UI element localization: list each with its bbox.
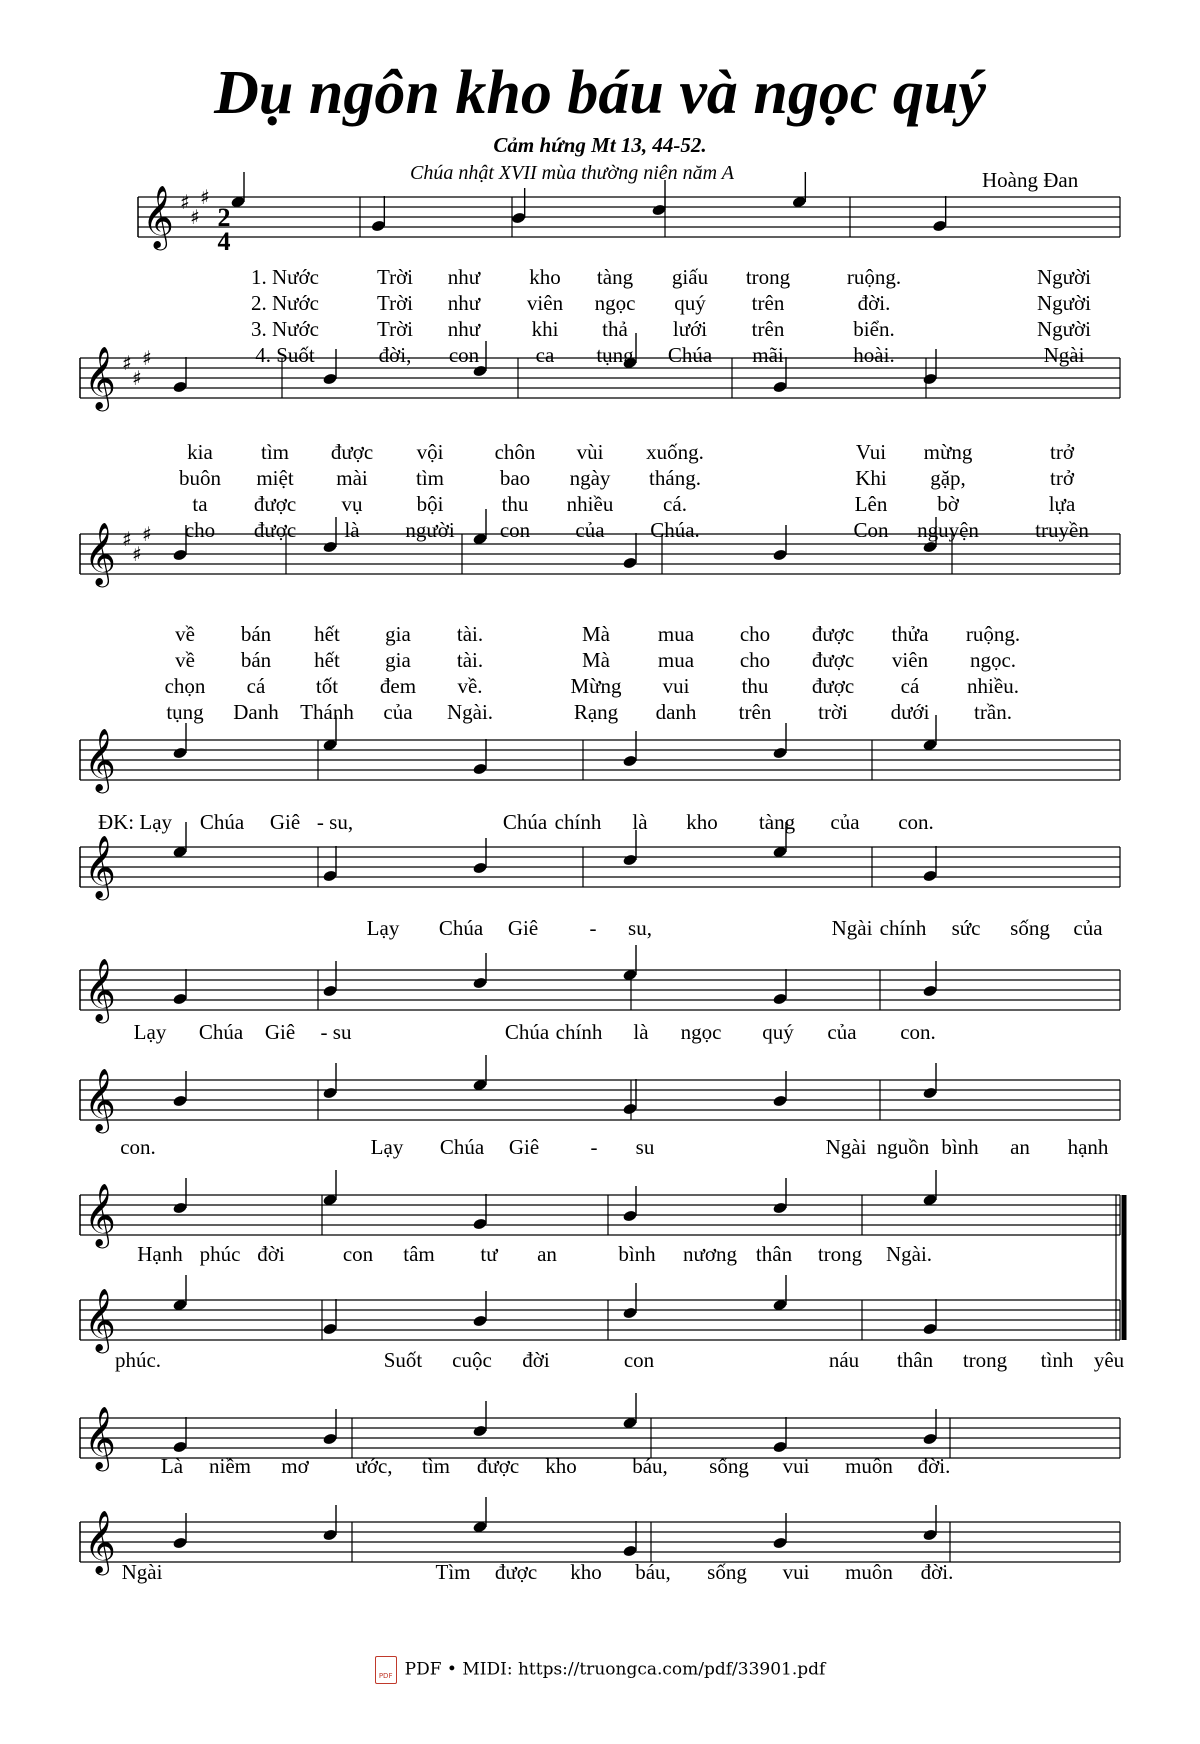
lyric-syllable: của xyxy=(1073,916,1103,940)
lyric-syllable: lựa xyxy=(1048,492,1076,516)
treble-clef-icon: 𝄞 xyxy=(84,958,116,1021)
lyric-syllable: 3. Nước xyxy=(251,317,319,341)
lyric-syllable: con xyxy=(342,1242,374,1266)
lyric-syllable: xuống. xyxy=(646,440,704,464)
lyric-syllable: tháng. xyxy=(649,466,701,490)
lyric-syllable: náu xyxy=(828,1348,860,1372)
lyric-syllable: chọn xyxy=(164,674,206,698)
lyric-syllable: phúc xyxy=(199,1242,241,1266)
lyric-syllable: ngọc xyxy=(680,1020,722,1044)
lyric-syllable: muôn xyxy=(845,1560,893,1584)
lyric-syllable: như xyxy=(447,291,481,315)
lyric-syllable: niềm xyxy=(209,1454,251,1478)
lyric-syllable: Người xyxy=(1037,317,1091,341)
lyric-syllable: tàng xyxy=(596,265,634,289)
lyric-syllable: su xyxy=(635,1135,655,1159)
lyric-syllable: cá. xyxy=(663,492,687,516)
lyric-syllable: được xyxy=(253,492,297,516)
lyric-syllable: chôn xyxy=(494,440,536,464)
treble-clef-icon: 𝄞 xyxy=(84,1510,116,1573)
song-subtitle: Cảm hứng Mt 13, 44-52. xyxy=(493,133,707,157)
lyric-syllable: danh xyxy=(655,700,697,724)
lyric-syllable: ngọc xyxy=(594,291,636,315)
lyric-syllable: ĐK: Lạy xyxy=(97,810,173,834)
lyric-syllable: khi xyxy=(531,317,559,341)
lyric-syllable: viên xyxy=(891,648,929,672)
time-signature-bottom: 4 xyxy=(217,227,231,256)
lyric-syllable: đời. xyxy=(917,1454,951,1478)
lyric-syllable: tình xyxy=(1040,1348,1074,1372)
lyric-syllable: miệt xyxy=(256,466,294,490)
lyric-syllable: Mà xyxy=(582,648,610,672)
lyric-syllable: chính xyxy=(879,916,927,940)
lyric-syllable: Trời xyxy=(376,317,414,341)
lyric-syllable: Tìm xyxy=(435,1560,471,1584)
lyric-syllable: trần. xyxy=(974,700,1012,724)
lyric-syllable: kho xyxy=(570,1560,602,1584)
lyric-syllable: Chúa xyxy=(502,810,548,834)
lyric-syllable: con. xyxy=(120,1135,156,1159)
lyric-syllable: ngày xyxy=(569,466,611,490)
lyric-syllable: con xyxy=(499,518,531,542)
lyric-syllable: đời. xyxy=(857,291,891,315)
lyric-syllable: Vui xyxy=(855,440,887,464)
lyric-syllable: Lạy xyxy=(133,1020,167,1044)
lyric-syllable: kia xyxy=(187,440,213,464)
lyric-syllable: cuộc xyxy=(452,1348,492,1372)
lyric-syllable: tụng xyxy=(166,700,204,724)
lyric-syllable: cho xyxy=(184,518,216,542)
lyric-syllable: Trời xyxy=(376,265,414,289)
lyric-syllable: Ngài xyxy=(825,1135,867,1159)
lyric-syllable: vui xyxy=(782,1560,810,1584)
lyric-syllable: 1. Nước xyxy=(251,265,319,289)
lyric-syllable: tốt xyxy=(315,674,339,698)
lyric-syllable: nhiều xyxy=(566,492,614,516)
lyric-syllable: - xyxy=(589,916,597,940)
lyric-syllable: Giê xyxy=(508,1135,540,1159)
lyric-syllable: vụ xyxy=(341,492,363,516)
lyric-syllable: - su xyxy=(320,1020,352,1044)
lyric-syllable: thả xyxy=(602,317,628,341)
lyric-syllable: yêu xyxy=(1093,1348,1125,1372)
lyric-syllable: trời xyxy=(818,700,848,724)
lyric-syllable: biển. xyxy=(853,317,895,341)
lyric-syllable: đời xyxy=(522,1348,550,1372)
lyric-syllable: của xyxy=(827,1020,857,1044)
lyric-syllable: Ngài. xyxy=(885,1242,933,1266)
sharp-icon: ♯ xyxy=(200,185,210,209)
lyric-syllable: ruộng. xyxy=(965,622,1021,646)
lyric-syllable: trong xyxy=(962,1348,1008,1372)
lyric-syllable: nguồn xyxy=(876,1135,930,1159)
lyric-syllable: viên xyxy=(526,291,564,315)
lyric-syllable: su, xyxy=(628,916,652,940)
lyric-syllable: trở xyxy=(1050,440,1074,464)
lyric-syllable: trên xyxy=(738,700,772,724)
lyric-syllable: hạnh xyxy=(1067,1135,1109,1159)
lyric-syllable: như xyxy=(447,317,481,341)
lyric-syllable: mừng xyxy=(923,440,973,464)
lyric-syllable: kho xyxy=(529,265,561,289)
sharp-icon: ♯ xyxy=(132,542,142,566)
lyric-syllable: Lạy xyxy=(366,916,400,940)
lyric-syllable: Danh xyxy=(233,700,279,724)
lyric-syllable: tài. xyxy=(456,622,484,646)
lyric-syllable: cho xyxy=(739,622,771,646)
lyric-syllable: gia xyxy=(385,648,411,672)
lyric-syllable: của xyxy=(383,700,413,724)
lyric-syllable: tìm xyxy=(260,440,290,464)
lyric-syllable: Chúa xyxy=(438,916,484,940)
lyric-syllable: cá xyxy=(900,674,920,698)
lyric-syllable: là xyxy=(632,810,648,834)
lyric-syllable: bán xyxy=(240,648,272,672)
lyric-syllable: mài xyxy=(336,466,368,490)
sharp-icon: ♯ xyxy=(122,527,132,551)
lyric-syllable: 2. Nước xyxy=(251,291,319,315)
lyric-syllable: vui xyxy=(662,674,690,698)
lyric-syllable: bán xyxy=(240,622,272,646)
lyric-syllable: mua xyxy=(657,622,695,646)
lyric-syllable: được xyxy=(330,440,374,464)
lyric-syllable: sức xyxy=(951,916,981,940)
lyric-syllable: sống xyxy=(707,1560,747,1584)
lyric-syllable: bờ xyxy=(937,492,959,516)
lyric-syllable: bao xyxy=(499,466,531,490)
lyric-syllable: hoài. xyxy=(853,343,895,367)
lyric-syllable: Chúa xyxy=(198,1020,244,1044)
lyric-syllable: thu xyxy=(741,674,769,698)
lyric-syllable: an xyxy=(1010,1135,1030,1159)
treble-clef-icon: 𝄞 xyxy=(84,728,116,791)
composer-name: Hoàng Đan xyxy=(982,168,1079,192)
lyric-syllable: bình xyxy=(941,1135,979,1159)
lyric-syllable: nhiều. xyxy=(967,674,1019,698)
lyric-syllable: kho xyxy=(545,1454,577,1478)
lyric-syllable: thửa xyxy=(891,622,929,646)
lyric-syllable: trong xyxy=(817,1242,863,1266)
lyric-syllable: tư xyxy=(480,1242,498,1266)
lyric-syllable: cá xyxy=(246,674,266,698)
lyric-syllable: Trời xyxy=(376,291,414,315)
lyric-syllable: như xyxy=(447,265,481,289)
lyric-syllable: đem xyxy=(379,674,417,698)
lyric-syllable: hết xyxy=(314,622,340,646)
lyric-syllable: Con xyxy=(853,518,889,542)
lyric-syllable: ta xyxy=(192,492,208,516)
lyric-syllable: mãi xyxy=(752,343,784,367)
pdf-icon: PDF xyxy=(375,1656,397,1684)
lyric-syllable: Là xyxy=(160,1454,184,1478)
lyric-syllable: Thánh xyxy=(300,700,354,724)
lyric-syllable: con xyxy=(448,343,480,367)
lyric-syllable: báu, xyxy=(632,1454,668,1478)
lyric-syllable: - xyxy=(590,1135,598,1159)
lyric-syllable: được xyxy=(494,1560,538,1584)
footer-text: PDF • MIDI: https://truongca.com/pdf/33901.pdf xyxy=(404,1659,826,1680)
lyric-syllable: tìm xyxy=(421,1454,451,1478)
lyric-syllable: vùi xyxy=(576,440,604,464)
lyric-syllable: Mà xyxy=(582,622,610,646)
lyric-syllable: dưới xyxy=(890,700,930,724)
lyric-syllable: thân xyxy=(755,1242,793,1266)
lyric-syllable: là xyxy=(633,1020,649,1044)
lyric-syllable: tìm xyxy=(415,466,445,490)
lyric-syllable: gia xyxy=(385,622,411,646)
lyric-syllable: Giê xyxy=(264,1020,296,1044)
lyric-syllable: trên xyxy=(751,317,785,341)
lyric-syllable: Giê xyxy=(269,810,301,834)
lyric-syllable: được xyxy=(811,622,855,646)
sharp-icon: ♯ xyxy=(142,522,152,546)
lyric-syllable: vui xyxy=(782,1454,810,1478)
lyric-syllable: 4. Suốt xyxy=(255,343,315,367)
lyric-syllable: ước, xyxy=(355,1454,393,1478)
sharp-icon: ♯ xyxy=(142,346,152,370)
song-title: Dụ ngôn kho báu và ngọc quý xyxy=(214,59,986,127)
lyric-syllable: ruộng. xyxy=(846,265,902,289)
lyric-syllable: chính xyxy=(554,810,602,834)
sharp-icon: ♯ xyxy=(122,351,132,375)
lyric-syllable: Chúa xyxy=(439,1135,485,1159)
treble-clef-icon: 𝄞 xyxy=(142,185,174,248)
lyric-syllable: cho xyxy=(739,648,771,672)
lyric-syllable: sống xyxy=(709,1454,749,1478)
lyric-syllable: Người xyxy=(1037,291,1091,315)
lyric-syllable: gặp, xyxy=(930,466,966,490)
lyric-syllable: hết xyxy=(314,648,340,672)
lyric-syllable: trở xyxy=(1050,466,1074,490)
lyric-syllable: được xyxy=(253,518,297,542)
lyric-syllable: Hạnh xyxy=(137,1242,183,1266)
lyric-syllable: quý xyxy=(762,1020,794,1044)
lyric-syllable: tài. xyxy=(456,648,484,672)
lyric-syllable: người xyxy=(405,518,455,542)
lyric-syllable: Suốt xyxy=(383,1348,423,1372)
treble-clef-icon: 𝄞 xyxy=(84,346,116,409)
sharp-icon: ♯ xyxy=(180,190,190,214)
lyric-syllable: đời. xyxy=(920,1560,954,1584)
lyric-syllable: thân xyxy=(896,1348,934,1372)
lyric-syllable: Rạng xyxy=(573,700,619,724)
lyric-syllable: được xyxy=(476,1454,520,1478)
lyric-syllable: Khi xyxy=(855,466,887,490)
lyric-syllable: con. xyxy=(900,1020,936,1044)
lyric-syllable: chính xyxy=(555,1020,603,1044)
lyric-syllable: ca xyxy=(535,343,555,367)
lyric-syllable: được xyxy=(811,648,855,672)
lyric-syllable: Chúa xyxy=(667,343,713,367)
song-occasion: Chúa nhật XVII mùa thường niên năm A xyxy=(410,162,734,184)
footer-link[interactable] xyxy=(0,1656,1200,1684)
treble-clef-icon: 𝄞 xyxy=(84,1406,116,1469)
lyric-syllable: buôn xyxy=(179,466,221,490)
treble-clef-icon: 𝄞 xyxy=(84,1183,116,1246)
lyric-syllable: Lên xyxy=(854,492,888,516)
lyric-syllable: Mừng xyxy=(570,674,622,698)
lyric-syllable: bình xyxy=(618,1242,656,1266)
lyric-syllable: sống xyxy=(1010,916,1050,940)
lyric-syllable: Chúa xyxy=(199,810,245,834)
lyric-syllable: Ngài xyxy=(831,916,873,940)
lyric-syllable: con. xyxy=(898,810,934,834)
lyric-syllable: - su, xyxy=(316,810,354,834)
lyric-syllable: báu, xyxy=(635,1560,671,1584)
lyric-syllable: bội xyxy=(416,492,444,516)
lyric-syllable: về xyxy=(175,648,195,672)
lyric-syllable: Ngài. xyxy=(446,700,494,724)
lyric-syllable: của xyxy=(575,518,605,542)
lyric-syllable: trên xyxy=(751,291,785,315)
lyric-syllable: tàng xyxy=(758,810,796,834)
lyric-syllable: Người xyxy=(1037,265,1091,289)
lyric-syllable: kho xyxy=(686,810,718,834)
lyric-syllable: nương xyxy=(683,1242,737,1266)
lyric-syllable: Ngài xyxy=(1043,343,1085,367)
lyric-syllable: mua xyxy=(657,648,695,672)
lyric-syllable: nguyện xyxy=(917,518,979,542)
lyric-syllable: muôn xyxy=(845,1454,893,1478)
lyric-syllable: được xyxy=(811,674,855,698)
treble-clef-icon: 𝄞 xyxy=(84,1288,116,1351)
lyric-syllable: về xyxy=(175,622,195,646)
lyric-syllable: Chúa xyxy=(504,1020,550,1044)
sharp-icon: ♯ xyxy=(190,205,200,229)
lyric-syllable: quý xyxy=(674,291,706,315)
lyric-syllable: ngọc. xyxy=(969,648,1017,672)
lyric-syllable: của xyxy=(830,810,860,834)
time-signature-top: 2 xyxy=(217,203,231,232)
lyric-syllable: con xyxy=(623,1348,655,1372)
lyric-syllable: tụng xyxy=(596,343,634,367)
lyric-syllable: Lạy xyxy=(370,1135,404,1159)
lyric-syllable: Giê xyxy=(507,916,539,940)
lyric-syllable: vội xyxy=(416,440,444,464)
lyric-syllable: Ngài xyxy=(121,1560,163,1584)
treble-clef-icon: 𝄞 xyxy=(84,1068,116,1131)
lyric-syllable: mơ xyxy=(281,1454,309,1478)
lyric-syllable: tâm xyxy=(403,1242,435,1266)
lyric-syllable: là xyxy=(344,518,360,542)
lyric-syllable: trong xyxy=(745,265,791,289)
treble-clef-icon: 𝄞 xyxy=(84,835,116,898)
lyric-syllable: lưới xyxy=(672,317,708,341)
lyric-syllable: giấu xyxy=(671,265,709,289)
lyric-syllable: về. xyxy=(457,674,483,698)
lyric-syllable: an xyxy=(537,1242,557,1266)
sharp-icon: ♯ xyxy=(132,366,142,390)
lyric-syllable: thu xyxy=(501,492,529,516)
lyric-syllable: đời, xyxy=(378,343,412,367)
lyric-syllable: phúc. xyxy=(114,1348,162,1372)
lyric-syllable: đời xyxy=(257,1242,285,1266)
lyric-syllable: Chúa. xyxy=(650,518,700,542)
lyric-syllable: truyền xyxy=(1035,518,1089,542)
treble-clef-icon: 𝄞 xyxy=(84,522,116,585)
